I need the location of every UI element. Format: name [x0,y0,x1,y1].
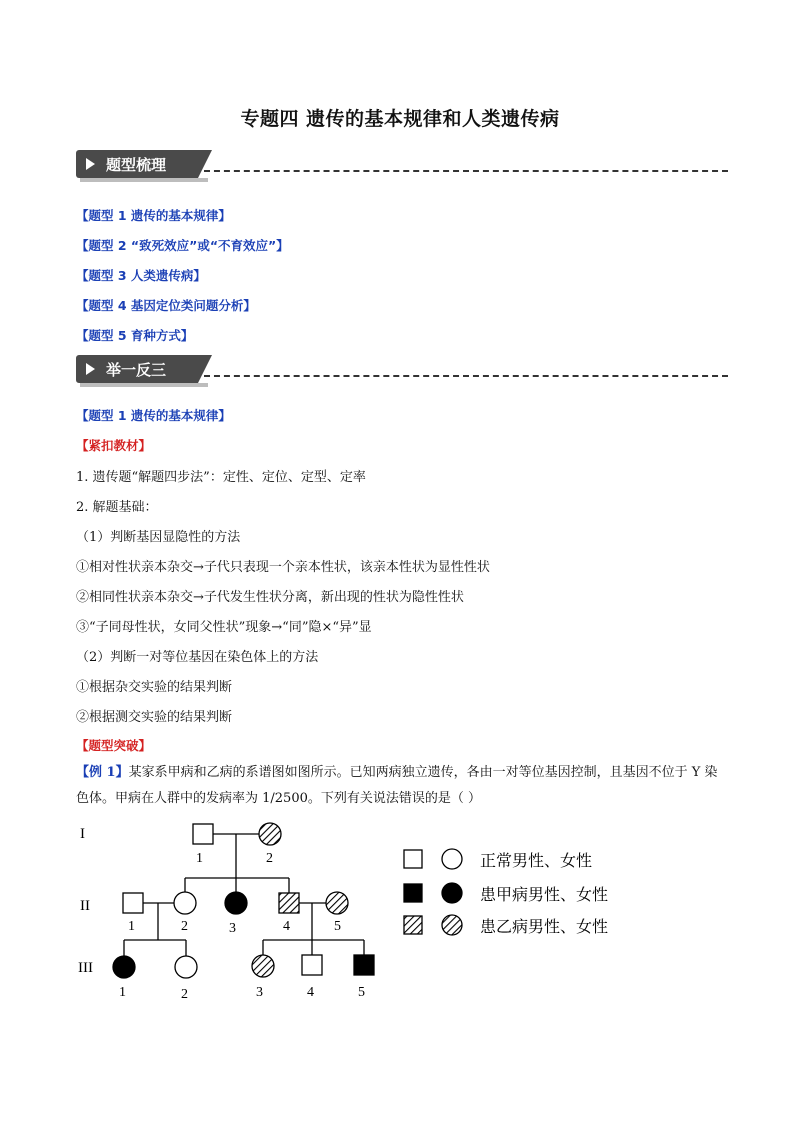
gen2-female-5 [326,892,348,914]
gen3-male-4 [302,955,322,975]
page-title: 专题四 遗传的基本规律和人类遗传病 [240,108,560,130]
legend-normal-female-icon [442,849,462,869]
content-line: （1）判断基因显隐性的方法 [76,530,241,545]
toc-item-3[interactable]: 【题型 3 人类遗传病】 [76,268,206,283]
legend-disease-b-label: 患乙病男性、女性 [480,917,609,936]
gen2-male-1 [123,893,143,913]
legend-normal-male-icon [404,850,422,868]
gen3-label-5: 5 [358,985,365,1000]
banner-label: 举一反三 [106,361,167,379]
content-line: 2. 解题基础： [76,500,158,515]
gen2-label-3: 3 [229,921,236,936]
gen2-label-1: 1 [128,919,135,934]
gen2-label-4: 4 [283,919,290,934]
content-line: ②根据测交实验的结果判断 [76,710,233,725]
gen3-female-2 [175,956,197,978]
breakthrough-label: 【题型突破】 [76,738,152,753]
gen1-male-1 [193,824,213,844]
example-text: 某家系甲病和乙病的系谱图如图所示。已知两病独立遗传，各由一对等位基因控制，且基因不位于 Y 染色体。甲病在人群中的发病率为 1/2500。下列有关说法错误的是（ ） [76,765,718,806]
toc-item-4[interactable]: 【题型 4 基因定位类问题分析】 [76,298,256,313]
gen3-male-5 [354,955,374,975]
gen1-female-2 [259,823,281,845]
gen3-label-4: 4 [307,985,314,1000]
content-line: ①根据杂交实验的结果判断 [76,680,233,695]
legend-disease-a-male-icon [404,884,422,902]
gen1-label-1: 1 [196,851,203,866]
section-heading: 【题型 1 遗传的基本规律】 [76,408,231,423]
content-line: 1. 遗传题“解题四步法”：定性、定位、定型、定率 [76,470,366,485]
content-line: ①相对性状亲本杂交→子代只表现一个亲本性状，该亲本性状为显性性状 [76,560,490,575]
content-line: ③“子同母性状，女同父性状”现象→“同”隐×“异”显 [76,620,372,635]
gen2-male-4 [279,893,299,913]
legend-disease-a-label: 患甲病男性、女性 [480,885,609,904]
gen2-female-3 [225,892,247,914]
gen3-label-2: 2 [181,987,188,1002]
gen3-female-1 [113,956,135,978]
legend-normal-label: 正常男性、女性 [480,851,593,870]
toc-item-5[interactable]: 【题型 5 育种方式】 [76,328,194,343]
content-line: （2）判断一对等位基因在染色体上的方法 [76,650,319,665]
legend-disease-b-female-icon [442,915,462,935]
gen2-label-2: 2 [181,919,188,934]
toc-item-1[interactable]: 【题型 1 遗传的基本规律】 [76,208,231,223]
banner-label: 题型梳理 [106,156,167,174]
toc-item-2[interactable]: 【题型 2 “致死效应”或“不育效应”】 [76,238,289,253]
legend-disease-b-male-icon [404,916,422,934]
gen1-label-2: 2 [266,851,273,866]
gen2-female-2 [174,892,196,914]
content-line: ②相同性状亲本杂交→子代发生性状分离，新出现的性状为隐性性状 [76,590,464,605]
generation-label-3: III [78,960,93,976]
gen2-label-5: 5 [334,919,341,934]
generation-label-2: II [80,898,90,914]
gen3-label-3: 3 [256,985,263,1000]
example-tag: 【例 1】 [76,765,129,780]
generation-label-1: I [80,826,85,842]
gen3-label-1: 1 [119,985,126,1000]
textbook-label: 【紧扣教材】 [76,438,152,453]
legend-disease-a-female-icon [442,883,462,903]
gen3-female-3 [252,955,274,977]
